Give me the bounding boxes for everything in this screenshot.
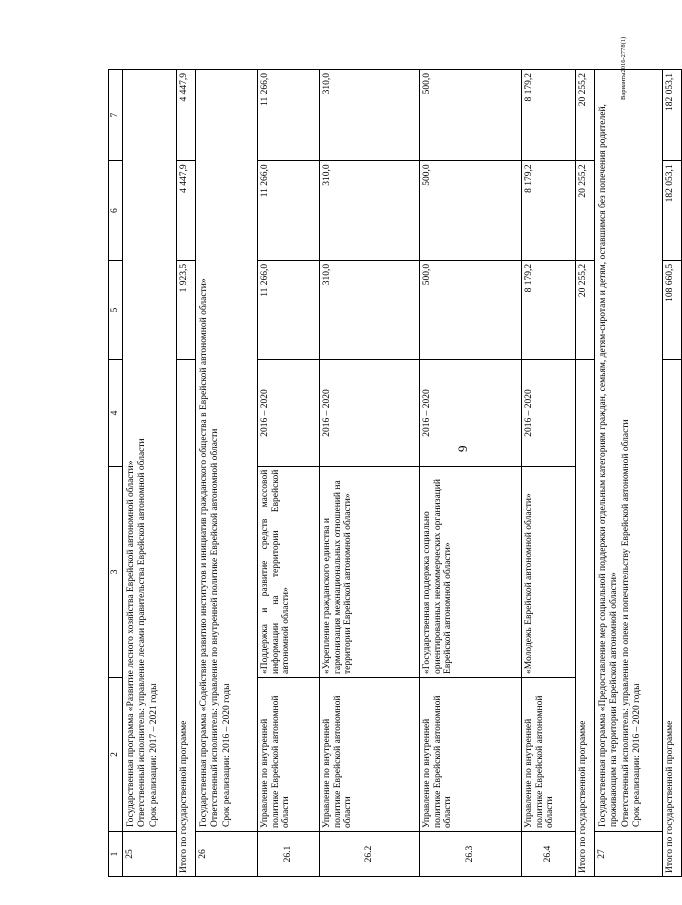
header-cell: 6 (109, 161, 123, 261)
program-number: 27 (595, 832, 663, 877)
subprogram-col6: 500,0 (420, 161, 522, 261)
subprogram-period: 2016 – 2020 (258, 360, 320, 466)
total-col6: 182 053,1 (663, 161, 682, 261)
subprogram-number: 26.2 (320, 832, 420, 877)
subprogram-col7: 11 266,0 (258, 70, 320, 161)
rotated-table-container (108, 69, 675, 877)
subprogram-col5: 8 179,2 (522, 260, 576, 360)
document-code: Варианты2016-2778(1) (620, 36, 627, 100)
subprogram-name: «Молодежь Еврейской автономной области» (522, 466, 576, 677)
program-number: 25 (123, 832, 177, 877)
program-total-row (576, 70, 595, 877)
program-description (595, 70, 663, 832)
header-cell: 1 (109, 832, 123, 877)
program-period: Срок реализации: 2016 – 2020 годы (632, 683, 643, 828)
header-cell: 4 (109, 360, 123, 466)
program-executor: Ответственный исполнитель: управление по внутренней политике Еврейской автономной области (210, 428, 221, 828)
total-col7: 182 053,1 (663, 70, 682, 161)
program-title: Государственная программа «Развитие лесного хозяйства Еврейской автономной области» (126, 460, 136, 828)
subprogram-col7: 500,0 (420, 70, 522, 161)
subprogram-col7: 8 179,2 (522, 70, 576, 161)
program-executor: Ответственный исполнитель: управление по опеке и попечительству Еврейской автономной области (620, 419, 631, 828)
subprogram-number: 26.4 (522, 832, 576, 877)
subprogram-number: 26.1 (258, 832, 320, 877)
program-period: Срок реализации: 2017 – 2021 годы (148, 683, 159, 828)
total-col6: 20 255,2 (576, 161, 595, 261)
total-col5: 20 255,2 (576, 260, 595, 360)
header-cell: 7 (109, 70, 123, 161)
program-number: 26 (196, 832, 258, 877)
header-row (109, 70, 123, 877)
total-label: Итого по государственной программе (576, 360, 595, 877)
total-col7: 4 447,9 (177, 70, 196, 161)
subprogram-period: 2016 – 2020 (420, 360, 522, 466)
total-label: Итого по государственной программе (177, 360, 196, 877)
program-title: Государственная программа «Предоставление мер социальной поддержки отдельным категориям граждан, семьям, детям-сиротам и детям, оставшимся без попечения родителей, проживающим на территории Еврейской автономной области» (598, 104, 620, 828)
subprogram-period: 2016 – 2020 (522, 360, 576, 466)
page-number: 9 (455, 445, 470, 452)
program-description (196, 70, 258, 832)
program-executor: Ответственный исполнитель: управление лесами правительства Еврейской автономной области (137, 438, 148, 828)
subprogram-period: 2016 – 2020 (320, 360, 420, 466)
header-cell: 5 (109, 260, 123, 360)
subprogram-executor: Управление по внутренней политике Еврейской автономной области (522, 677, 576, 831)
program-description (123, 70, 177, 832)
subprogram-row (522, 70, 576, 877)
subprogram-executor: Управление по внутренней политике Еврейской автономной области (320, 677, 420, 831)
total-col5: 1 923,5 (177, 260, 196, 360)
header-cell: 2 (109, 677, 123, 831)
subprogram-name: «Поддержка и развитие средств массовой информации на территории Еврейской автономной области» (258, 466, 320, 677)
program-title: Государственная программа «Содействие развитию институтов и инициатив гражданского общества в Еврейской автономной области» (199, 278, 209, 828)
program-row (196, 70, 258, 877)
subprogram-executor: Управление по внутренней политике Еврейской автономной области (258, 677, 320, 831)
subprogram-col5: 500,0 (420, 260, 522, 360)
program-total-row (663, 70, 682, 877)
total-label: Итого по государственной программе (663, 360, 682, 877)
subprogram-col7: 310,0 (320, 70, 420, 161)
subprogram-col6: 11 266,0 (258, 161, 320, 261)
subprogram-row (420, 70, 522, 877)
program-total-row (177, 70, 196, 877)
subprogram-name: «Государственная поддержка социально ориентированных некоммерческих организаций Еврейской автономной области» (420, 466, 522, 677)
program-row (595, 70, 663, 877)
subprogram-row (258, 70, 320, 877)
subprogram-col6: 8 179,2 (522, 161, 576, 261)
subprogram-row (320, 70, 420, 877)
total-col5: 108 660,5 (663, 260, 682, 360)
subprogram-number: 26.3 (420, 832, 522, 877)
subprogram-col5: 310,0 (320, 260, 420, 360)
header-cell: 3 (109, 466, 123, 677)
subprogram-col5: 11 266,0 (258, 260, 320, 360)
subprogram-name: «Укрепление гражданского единства и гармонизация межнациональных отношений на территории Еврейской автономной области» (320, 466, 420, 677)
subprogram-col6: 310,0 (320, 161, 420, 261)
total-col6: 4 447,9 (177, 161, 196, 261)
subprogram-executor: Управление по внутренней политике Еврейской автономной области (420, 677, 522, 831)
total-col7: 20 255,2 (576, 70, 595, 161)
budget-table (108, 69, 682, 877)
program-period: Срок реализации: 2016 – 2020 годы (221, 683, 232, 828)
program-row (123, 70, 177, 877)
